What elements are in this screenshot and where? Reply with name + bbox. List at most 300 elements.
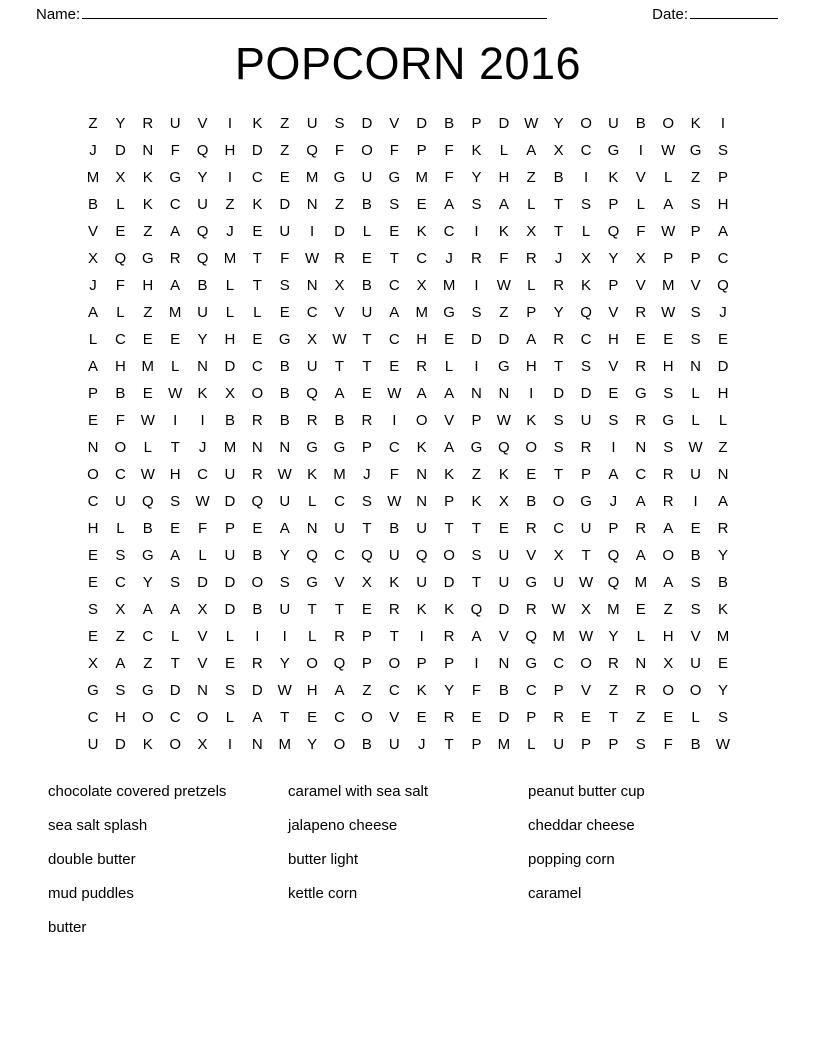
grid-cell[interactable]: U	[580, 520, 592, 537]
grid-cell[interactable]: H	[306, 682, 318, 699]
grid-cell[interactable]: S	[279, 277, 290, 294]
grid-cell[interactable]: Q	[415, 547, 428, 564]
grid-cell[interactable]: T	[554, 196, 564, 213]
word-list-item[interactable]: caramel with sea salt	[288, 783, 429, 800]
grid-cell[interactable]: P	[444, 493, 455, 510]
grid-cell[interactable]: E	[87, 628, 98, 645]
grid-cell[interactable]: Q	[196, 223, 209, 240]
grid-cell[interactable]: C	[443, 223, 455, 240]
grid-cell[interactable]: E	[115, 223, 126, 240]
grid-cell[interactable]: K	[498, 466, 509, 483]
grid-cell[interactable]: I	[255, 628, 260, 645]
grid-cell[interactable]: K	[416, 682, 427, 699]
grid-cell[interactable]: D	[498, 709, 510, 726]
grid-cell[interactable]: D	[717, 358, 729, 375]
grid-cell[interactable]: U	[416, 574, 428, 591]
grid-cell[interactable]: P	[526, 304, 537, 321]
grid-cell[interactable]: K	[142, 736, 153, 753]
grid-cell[interactable]: A	[416, 385, 427, 402]
grid-cell[interactable]: S	[224, 682, 235, 699]
grid-cell[interactable]: V	[581, 682, 592, 699]
grid-cell[interactable]: G	[580, 493, 592, 510]
grid-cell[interactable]: I	[474, 655, 479, 672]
grid-cell[interactable]: B	[526, 493, 537, 510]
grid-cell[interactable]: Q	[196, 142, 209, 159]
grid-cell[interactable]: S	[690, 196, 701, 213]
grid-cell[interactable]: M	[607, 601, 620, 618]
grid-cell[interactable]: A	[663, 574, 674, 591]
grid-cell[interactable]: K	[252, 196, 263, 213]
grid-cell[interactable]: Z	[143, 655, 153, 672]
grid-cell[interactable]: C	[142, 628, 154, 645]
grid-cell[interactable]: S	[553, 439, 564, 456]
grid-cell[interactable]: S	[635, 736, 646, 753]
grid-cell[interactable]: J	[198, 439, 207, 456]
grid-cell[interactable]: W	[661, 142, 676, 159]
grid-cell[interactable]: P	[581, 736, 592, 753]
grid-cell[interactable]: T	[554, 223, 564, 240]
grid-cell[interactable]: K	[416, 439, 427, 456]
grid-cell[interactable]: A	[334, 682, 345, 699]
grid-cell[interactable]: C	[416, 250, 428, 267]
grid-cell[interactable]: U	[690, 655, 702, 672]
grid-cell[interactable]: A	[717, 223, 728, 240]
grid-cell[interactable]: Y	[279, 655, 290, 672]
grid-cell[interactable]: F	[636, 223, 646, 240]
grid-cell[interactable]: L	[636, 196, 645, 213]
grid-cell[interactable]: J	[363, 466, 371, 483]
grid-cell[interactable]: F	[197, 520, 208, 537]
grid-cell[interactable]: W	[524, 115, 539, 132]
grid-cell[interactable]: D	[251, 682, 263, 699]
grid-cell[interactable]: L	[116, 304, 125, 321]
grid-cell[interactable]: P	[663, 250, 674, 267]
grid-cell[interactable]: E	[87, 574, 98, 591]
grid-cell[interactable]: B	[717, 574, 728, 591]
grid-cell[interactable]: Z	[143, 223, 153, 240]
grid-cell[interactable]: W	[140, 412, 155, 429]
grid-cell[interactable]: E	[717, 331, 728, 348]
grid-cell[interactable]: C	[251, 169, 263, 186]
grid-cell[interactable]: W	[332, 331, 347, 348]
grid-cell[interactable]: L	[527, 196, 536, 213]
grid-cell[interactable]: Q	[580, 304, 592, 321]
grid-cell[interactable]: P	[690, 250, 701, 267]
grid-cell[interactable]: Z	[362, 682, 372, 699]
grid-cell[interactable]: L	[527, 736, 536, 753]
grid-cell[interactable]: O	[662, 115, 675, 132]
grid-cell[interactable]: E	[252, 331, 263, 348]
grid-cell[interactable]: L	[88, 331, 98, 348]
grid-cell[interactable]: L	[691, 412, 700, 429]
grid-cell[interactable]: B	[498, 682, 509, 699]
grid-cell[interactable]: Q	[251, 493, 264, 510]
grid-cell[interactable]: N	[471, 385, 482, 402]
grid-cell[interactable]: Y	[115, 115, 126, 132]
grid-cell[interactable]: B	[87, 196, 98, 213]
grid-cell[interactable]: H	[717, 385, 729, 402]
grid-cell[interactable]: C	[251, 358, 263, 375]
grid-cell[interactable]: D	[553, 385, 565, 402]
grid-cell[interactable]: E	[361, 601, 372, 618]
grid-cell[interactable]: C	[87, 709, 99, 726]
grid-cell[interactable]: X	[416, 277, 427, 294]
grid-cell[interactable]: Y	[307, 736, 318, 753]
grid-cell[interactable]: Q	[196, 250, 209, 267]
grid-cell[interactable]: U	[224, 466, 236, 483]
grid-cell[interactable]: G	[689, 142, 702, 159]
grid-cell[interactable]: X	[635, 250, 646, 267]
grid-cell[interactable]: M	[141, 358, 155, 375]
grid-cell[interactable]: Q	[361, 547, 373, 564]
grid-cell[interactable]: E	[416, 709, 427, 726]
grid-cell[interactable]: R	[251, 655, 263, 672]
grid-cell[interactable]: B	[142, 520, 153, 537]
grid-cell[interactable]: G	[278, 331, 291, 348]
grid-cell[interactable]: F	[115, 412, 125, 429]
grid-cell[interactable]: E	[526, 466, 537, 483]
grid-cell[interactable]: X	[498, 493, 509, 510]
grid-cell[interactable]: T	[252, 250, 262, 267]
grid-cell[interactable]: T	[608, 709, 618, 726]
grid-cell[interactable]: U	[608, 115, 619, 132]
grid-cell[interactable]: D	[361, 115, 373, 132]
grid-cell[interactable]: G	[525, 574, 538, 591]
grid-cell[interactable]: G	[169, 169, 181, 186]
word-list-item[interactable]: popping corn	[528, 851, 615, 868]
grid-cell[interactable]: E	[252, 520, 263, 537]
grid-cell[interactable]: U	[279, 493, 291, 510]
grid-cell[interactable]: L	[171, 628, 180, 645]
grid-cell[interactable]: D	[114, 142, 126, 159]
grid-cell[interactable]: C	[388, 439, 400, 456]
grid-cell[interactable]: S	[471, 196, 482, 213]
grid-cell[interactable]: Y	[279, 547, 290, 564]
word-list-item[interactable]: double butter	[48, 851, 136, 868]
grid-cell[interactable]: H	[224, 142, 236, 159]
grid-cell[interactable]: R	[416, 358, 428, 375]
grid-cell[interactable]: R	[142, 115, 154, 132]
grid-cell[interactable]: E	[635, 331, 646, 348]
grid-cell[interactable]: M	[716, 628, 730, 645]
grid-cell[interactable]: E	[87, 412, 98, 429]
grid-cell[interactable]: S	[690, 304, 701, 321]
grid-cell[interactable]: A	[170, 547, 181, 564]
grid-cell[interactable]: Z	[280, 115, 290, 132]
grid-cell[interactable]: T	[581, 547, 591, 564]
grid-cell[interactable]: U	[498, 574, 510, 591]
grid-cell[interactable]: E	[444, 331, 455, 348]
grid-cell[interactable]: D	[471, 331, 482, 348]
grid-cell[interactable]: R	[471, 250, 482, 267]
grid-cell[interactable]: A	[635, 493, 646, 510]
grid-cell[interactable]: Q	[141, 493, 154, 510]
grid-cell[interactable]: W	[305, 250, 320, 267]
grid-cell[interactable]: A	[142, 601, 153, 618]
grid-cell[interactable]: Q	[306, 385, 318, 402]
grid-cell[interactable]: T	[471, 574, 482, 591]
grid-cell[interactable]: B	[224, 412, 235, 429]
grid-cell[interactable]: V	[444, 412, 455, 429]
grid-cell[interactable]: B	[553, 169, 564, 186]
grid-cell[interactable]: T	[471, 520, 482, 537]
grid-cell[interactable]: B	[252, 547, 263, 564]
grid-cell[interactable]: U	[306, 358, 318, 375]
grid-cell[interactable]: P	[581, 466, 592, 483]
grid-cell[interactable]: N	[197, 358, 208, 375]
grid-cell[interactable]: L	[225, 628, 235, 645]
grid-cell[interactable]: O	[689, 682, 702, 699]
grid-cell[interactable]: N	[197, 682, 208, 699]
grid-cell[interactable]: F	[170, 142, 180, 159]
grid-cell[interactable]: P	[526, 709, 537, 726]
grid-cell[interactable]: G	[306, 574, 318, 591]
grid-cell[interactable]: C	[306, 304, 318, 321]
grid-cell[interactable]: I	[583, 169, 589, 186]
grid-cell[interactable]: U	[388, 736, 400, 753]
grid-cell[interactable]: V	[334, 574, 345, 591]
grid-cell[interactable]: V	[197, 628, 208, 645]
word-list-item[interactable]: jalapeno cheese	[288, 817, 398, 834]
grid-cell[interactable]: T	[444, 736, 454, 753]
grid-cell[interactable]: G	[634, 385, 647, 402]
grid-cell[interactable]: A	[663, 520, 674, 537]
grid-cell[interactable]: Y	[444, 682, 455, 699]
grid-cell[interactable]: M	[223, 250, 237, 267]
grid-cell[interactable]: A	[526, 142, 537, 159]
grid-cell[interactable]: C	[114, 331, 126, 348]
word-list-item[interactable]: sea salt splash	[48, 817, 148, 834]
grid-cell[interactable]: U	[197, 196, 208, 213]
grid-cell[interactable]: O	[251, 385, 264, 402]
grid-cell[interactable]: S	[334, 115, 345, 132]
grid-cell[interactable]: J	[554, 250, 563, 267]
grid-cell[interactable]: P	[608, 196, 619, 213]
grid-cell[interactable]: F	[471, 682, 482, 699]
grid-cell[interactable]: V	[608, 358, 619, 375]
grid-cell[interactable]: A	[87, 304, 98, 321]
grid-cell[interactable]: P	[361, 628, 372, 645]
grid-cell[interactable]: Q	[525, 628, 538, 645]
grid-cell[interactable]: B	[197, 277, 208, 294]
grid-cell[interactable]: R	[169, 250, 181, 267]
grid-cell[interactable]: A	[252, 709, 263, 726]
grid-cell[interactable]: L	[636, 628, 645, 645]
grid-cell[interactable]: U	[361, 169, 373, 186]
grid-cell[interactable]: Z	[636, 709, 646, 726]
grid-cell[interactable]: P	[416, 655, 427, 672]
grid-cell[interactable]: M	[442, 277, 456, 294]
grid-cell[interactable]: Z	[718, 439, 728, 456]
grid-cell[interactable]: O	[443, 547, 455, 564]
grid-cell[interactable]: O	[361, 142, 373, 159]
grid-cell[interactable]: K	[389, 574, 400, 591]
grid-cell[interactable]: E	[690, 520, 701, 537]
grid-cell[interactable]: E	[361, 385, 372, 402]
grid-cell[interactable]: V	[690, 277, 701, 294]
grid-cell[interactable]: S	[717, 709, 728, 726]
grid-cell[interactable]: J	[89, 277, 97, 294]
grid-cell[interactable]: R	[251, 466, 263, 483]
grid-cell[interactable]: T	[362, 331, 372, 348]
grid-cell[interactable]: I	[282, 628, 287, 645]
grid-cell[interactable]: D	[169, 682, 181, 699]
grid-cell[interactable]: E	[361, 250, 372, 267]
grid-cell[interactable]: W	[277, 466, 292, 483]
grid-cell[interactable]: O	[552, 493, 565, 510]
grid-cell[interactable]: E	[279, 169, 290, 186]
grid-cell[interactable]: R	[443, 709, 455, 726]
grid-cell[interactable]: R	[334, 628, 345, 645]
grid-cell[interactable]: V	[197, 655, 208, 672]
grid-cell[interactable]: U	[553, 574, 565, 591]
grid-cell[interactable]: L	[171, 358, 180, 375]
grid-cell[interactable]: B	[279, 358, 290, 375]
grid-cell[interactable]: O	[662, 547, 675, 564]
grid-cell[interactable]: X	[581, 250, 592, 267]
grid-cell[interactable]: T	[389, 250, 399, 267]
grid-cell[interactable]: G	[525, 655, 538, 672]
grid-cell[interactable]: W	[661, 304, 676, 321]
grid-cell[interactable]: J	[609, 493, 618, 510]
grid-cell[interactable]: K	[526, 412, 537, 429]
grid-cell[interactable]: E	[663, 331, 674, 348]
grid-cell[interactable]: D	[498, 601, 510, 618]
grid-cell[interactable]: V	[690, 628, 701, 645]
grid-cell[interactable]: U	[361, 304, 373, 321]
grid-cell[interactable]: S	[690, 331, 701, 348]
grid-cell[interactable]: I	[474, 277, 479, 294]
grid-cell[interactable]: D	[443, 574, 455, 591]
word-list-item[interactable]: mud puddles	[48, 885, 134, 902]
grid-cell[interactable]: I	[419, 628, 424, 645]
grid-cell[interactable]: H	[498, 169, 510, 186]
grid-cell[interactable]: M	[552, 628, 565, 645]
grid-cell[interactable]: O	[251, 574, 264, 591]
grid-cell[interactable]: L	[718, 412, 728, 429]
grid-cell[interactable]: C	[114, 466, 126, 483]
grid-cell[interactable]: S	[608, 412, 619, 429]
grid-cell[interactable]: O	[662, 682, 675, 699]
grid-cell[interactable]: K	[142, 169, 153, 186]
grid-cell[interactable]: E	[252, 223, 263, 240]
grid-cell[interactable]: X	[115, 601, 126, 618]
grid-cell[interactable]: X	[526, 223, 537, 240]
grid-cell[interactable]: E	[279, 304, 290, 321]
grid-cell[interactable]: A	[526, 331, 537, 348]
grid-cell[interactable]: N	[251, 736, 263, 753]
grid-cell[interactable]: F	[444, 169, 454, 186]
grid-cell[interactable]: Q	[607, 223, 620, 240]
grid-cell[interactable]: B	[444, 115, 455, 132]
grid-cell[interactable]: W	[661, 223, 676, 240]
grid-cell[interactable]: C	[553, 520, 565, 537]
grid-cell[interactable]: H	[608, 331, 619, 348]
grid-cell[interactable]: E	[471, 709, 482, 726]
grid-cell[interactable]: Y	[553, 304, 564, 321]
grid-cell[interactable]: X	[361, 574, 372, 591]
grid-cell[interactable]: V	[635, 277, 646, 294]
grid-cell[interactable]: F	[334, 142, 345, 159]
grid-cell[interactable]: Q	[717, 277, 729, 294]
grid-cell[interactable]: N	[635, 655, 647, 672]
grid-cell[interactable]: K	[581, 277, 592, 294]
grid-cell[interactable]: S	[663, 439, 674, 456]
grid-cell[interactable]: W	[578, 574, 594, 591]
grid-cell[interactable]: D	[334, 223, 345, 240]
grid-cell[interactable]: L	[225, 277, 235, 294]
grid-cell[interactable]: C	[334, 547, 345, 564]
grid-cell[interactable]: H	[142, 277, 154, 294]
grid-cell[interactable]: R	[525, 601, 537, 618]
grid-cell[interactable]: T	[170, 439, 180, 456]
grid-cell[interactable]: H	[114, 358, 126, 375]
grid-cell[interactable]: M	[661, 277, 675, 294]
grid-cell[interactable]: A	[717, 493, 728, 510]
grid-cell[interactable]: Z	[88, 115, 98, 132]
grid-cell[interactable]: C	[717, 250, 729, 267]
grid-cell[interactable]: G	[498, 358, 510, 375]
grid-cell[interactable]: R	[525, 520, 537, 537]
grid-cell[interactable]: Q	[607, 574, 620, 591]
grid-cell[interactable]: Q	[306, 547, 318, 564]
grid-cell[interactable]: Y	[553, 115, 564, 132]
grid-cell[interactable]: O	[525, 439, 538, 456]
grid-cell[interactable]: E	[142, 331, 153, 348]
grid-cell[interactable]: Z	[225, 196, 235, 213]
grid-cell[interactable]: P	[608, 277, 619, 294]
grid-cell[interactable]: C	[388, 331, 400, 348]
grid-cell[interactable]: R	[553, 331, 565, 348]
grid-cell[interactable]: K	[498, 223, 509, 240]
grid-cell[interactable]: C	[580, 142, 592, 159]
grid-cell[interactable]: J	[89, 142, 97, 159]
grid-cell[interactable]: W	[551, 601, 566, 618]
grid-cell[interactable]: Y	[142, 574, 153, 591]
word-list-item[interactable]: butter light	[288, 851, 359, 868]
grid-cell[interactable]: F	[280, 250, 290, 267]
grid-cell[interactable]: A	[170, 223, 181, 240]
grid-cell[interactable]: N	[498, 655, 510, 672]
grid-cell[interactable]: U	[279, 601, 291, 618]
grid-cell[interactable]: D	[580, 385, 592, 402]
grid-cell[interactable]: R	[635, 682, 647, 699]
word-list-item[interactable]: caramel	[528, 885, 582, 902]
grid-cell[interactable]: F	[389, 466, 399, 483]
grid-cell[interactable]: M	[278, 736, 291, 753]
grid-cell[interactable]: B	[361, 277, 372, 294]
grid-cell[interactable]: C	[334, 493, 345, 510]
grid-cell[interactable]: X	[197, 601, 208, 618]
grid-cell[interactable]: J	[445, 250, 453, 267]
grid-cell[interactable]: G	[388, 169, 401, 186]
grid-cell[interactable]: W	[578, 628, 594, 645]
grid-cell[interactable]: E	[307, 709, 318, 726]
grid-cell[interactable]: V	[608, 304, 619, 321]
grid-cell[interactable]: D	[114, 736, 126, 753]
grid-cell[interactable]: Q	[333, 655, 346, 672]
grid-cell[interactable]: K	[307, 466, 318, 483]
grid-cell[interactable]: Y	[197, 169, 208, 186]
grid-cell[interactable]: A	[87, 358, 98, 375]
grid-cell[interactable]: N	[635, 439, 647, 456]
grid-cell[interactable]: L	[581, 223, 591, 240]
grid-cell[interactable]: X	[553, 547, 564, 564]
grid-cell[interactable]: L	[116, 196, 125, 213]
grid-cell[interactable]: G	[333, 169, 346, 186]
grid-cell[interactable]: W	[688, 439, 703, 456]
grid-cell[interactable]: Z	[663, 601, 673, 618]
